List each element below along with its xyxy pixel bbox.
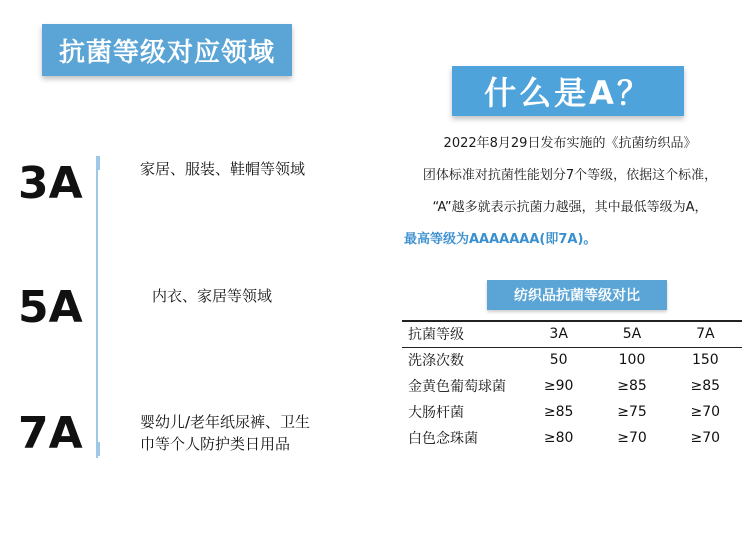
left-title-banner: 抗菌等级对应领域 [42, 24, 292, 76]
grade-7a-description-line2: 巾等个人防护类日用品 [140, 435, 291, 453]
divider-tick [96, 442, 100, 456]
table-cell: ≥85 [617, 378, 647, 394]
intro-line-1: 2022年8月29日发布实施的《抗菌纺织品》 [443, 136, 697, 151]
table-header-cell: 3A [549, 326, 568, 343]
table-row [402, 425, 742, 451]
table-header-cell: 7A [696, 326, 715, 343]
grade-5a-description: 内衣、家居等领域 [152, 287, 273, 305]
grade-5a-label: 5A [18, 282, 83, 333]
table-cell: ≥85 [543, 404, 574, 420]
grade-3a-label: 3A [18, 158, 83, 209]
table-cell: 洗涤次数 [408, 353, 464, 370]
intro-highlight: 最高等级为AAAAAAA(即7A)。 [404, 232, 597, 247]
grade-7a-label: 7A [18, 408, 83, 459]
bottom-blank-area [0, 470, 750, 558]
table-cell: ≥70 [690, 404, 721, 420]
table-cell: ≥70 [617, 430, 647, 446]
divider-tick [96, 156, 100, 170]
table-cell: ≥80 [543, 430, 574, 446]
grade-7a-description [140, 411, 310, 455]
table-cell: ≥75 [617, 404, 647, 420]
table-cell: 大肠杆菌 [408, 405, 464, 421]
table-row [402, 399, 742, 425]
grade-comparison-table [402, 320, 742, 451]
table-title-banner: 纺织品抗菌等级对比 [487, 280, 667, 310]
table-cell: ≥70 [690, 430, 721, 446]
table-header-row [402, 321, 742, 347]
grade-3a-description: 家居、服装、鞋帽等领域 [140, 160, 306, 178]
table-cell: 150 [691, 352, 719, 369]
table-row [402, 373, 742, 399]
table-cell: ≥85 [690, 378, 721, 394]
table-cell: 100 [618, 352, 646, 369]
table-cell: 白色念珠菌 [408, 431, 478, 447]
table-header-cell: 抗菌等级 [408, 327, 464, 344]
table-cell: 金黄色葡萄球菌 [408, 379, 506, 395]
intro-line-3: “A”越多就表示抗菌力越强，其中最低等级为A， [432, 200, 708, 215]
intro-line-2: 团体标准对抗菌性能划分7个等级，依据这个标准， [422, 168, 718, 183]
table-header-cell: 5A [622, 326, 642, 343]
table-row [402, 347, 742, 373]
vertical-divider [96, 156, 98, 458]
table-cell: ≥90 [543, 378, 574, 394]
right-title-banner: 什么是A？ [452, 66, 684, 116]
table-cell: 50 [549, 352, 568, 369]
grade-7a-description-line1: 婴幼儿/老年纸尿裤、卫生 [140, 413, 311, 431]
